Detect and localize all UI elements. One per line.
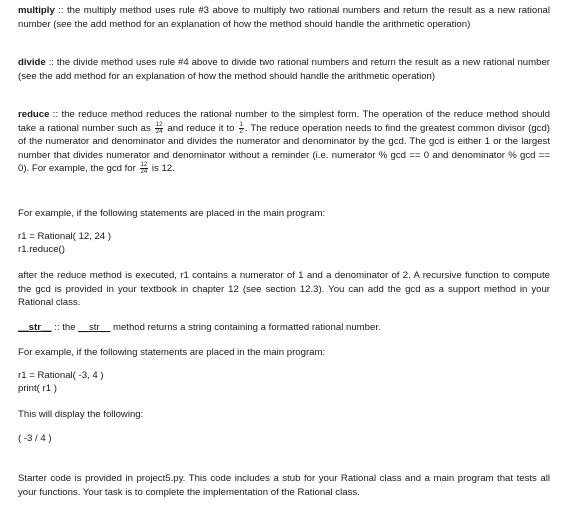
- example-intro-2: For example, if the following statements are placed in the main program:: [18, 347, 326, 358]
- fraction-numerator: 12: [155, 121, 163, 128]
- reduce-text-4: is 12.: [149, 163, 175, 175]
- divide-text: :: the divide method uses rule #4 above to divide two rational numbers and return the result as a new rational number (see the add method for an explanation of how the method should handle the arithmetic operation): [18, 57, 550, 82]
- reduce-method-name: reduce: [18, 109, 50, 120]
- reduce-text-2: and reduce it to: [164, 122, 238, 134]
- fraction-denominator: 24: [140, 169, 148, 176]
- multiply-method-name: multiply: [18, 5, 55, 16]
- str-text-1: :: the: [51, 322, 79, 333]
- str-method-name: __str__: [18, 322, 52, 333]
- fraction-denominator: 2: [239, 128, 243, 135]
- code-line: r1 = Rational( -3, 4 ): [18, 370, 104, 381]
- str-text-2: method returns a string containing a formatted rational number.: [110, 322, 381, 333]
- fraction-12-24-second: [140, 162, 149, 175]
- code-line: print( r1 ): [18, 383, 57, 394]
- starter-code-paragraph: Starter code is provided in project5.py. This code includes a stub for your Rational class and a main program that tests all your functions. Your task is to complete the implementation of the Rational class.: [18, 473, 550, 498]
- multiply-description: [18, 4, 550, 31]
- str-description: [18, 321, 550, 335]
- reduce-text-3: . The reduce operation needs to find the greatest common divisor (gcd) of the numerator and denominator and divides the numerator and denominator by the gcd. The gcd is either 1 or the largest number that divides numerator and denominator without a reminder (i.e. numerator % gcd == 0 and denominator % gcd == 0). For example, the gcd for: [18, 122, 551, 175]
- fraction-12-24: [155, 122, 164, 135]
- program-output: ( -3 / 4 ): [18, 433, 52, 444]
- fraction-numerator: 1: [239, 121, 243, 128]
- after-reduce-paragraph: after the reduce method is executed, r1 contains a numerator of 1 and a denominator of 2. A recursive function to compute the gcd is provided in your textbook in chapter 12 (see section 12.3). You can add the gcd as a support method in your Rational class.: [18, 270, 550, 309]
- reduce-description: [18, 108, 550, 176]
- multiply-text: :: the multiply method uses rule #3 above to multiply two rational numbers and return the result as a new rational number (see the add method for an explanation of how the method should handle the arithmetic operation): [18, 5, 550, 30]
- fraction-1-2: [239, 122, 244, 135]
- divide-description: [18, 56, 550, 83]
- display-intro: This will display the following:: [18, 409, 144, 420]
- example-intro-1: For example, if the following statements are placed in the main program:: [18, 208, 326, 219]
- code-line: r1 = Rational( 12, 24 ): [18, 231, 112, 242]
- str-inline-name: __str__: [78, 322, 111, 333]
- divide-method-name: divide: [18, 57, 46, 68]
- fraction-numerator: 12: [140, 162, 148, 169]
- code-line: r1.reduce(): [18, 244, 65, 255]
- fraction-denominator: 24: [155, 128, 163, 135]
- reduce-text-1: :: the reduce method reduces the rational number to the simplest form. The operation of the reduce method should take a rational number such as: [18, 109, 550, 134]
